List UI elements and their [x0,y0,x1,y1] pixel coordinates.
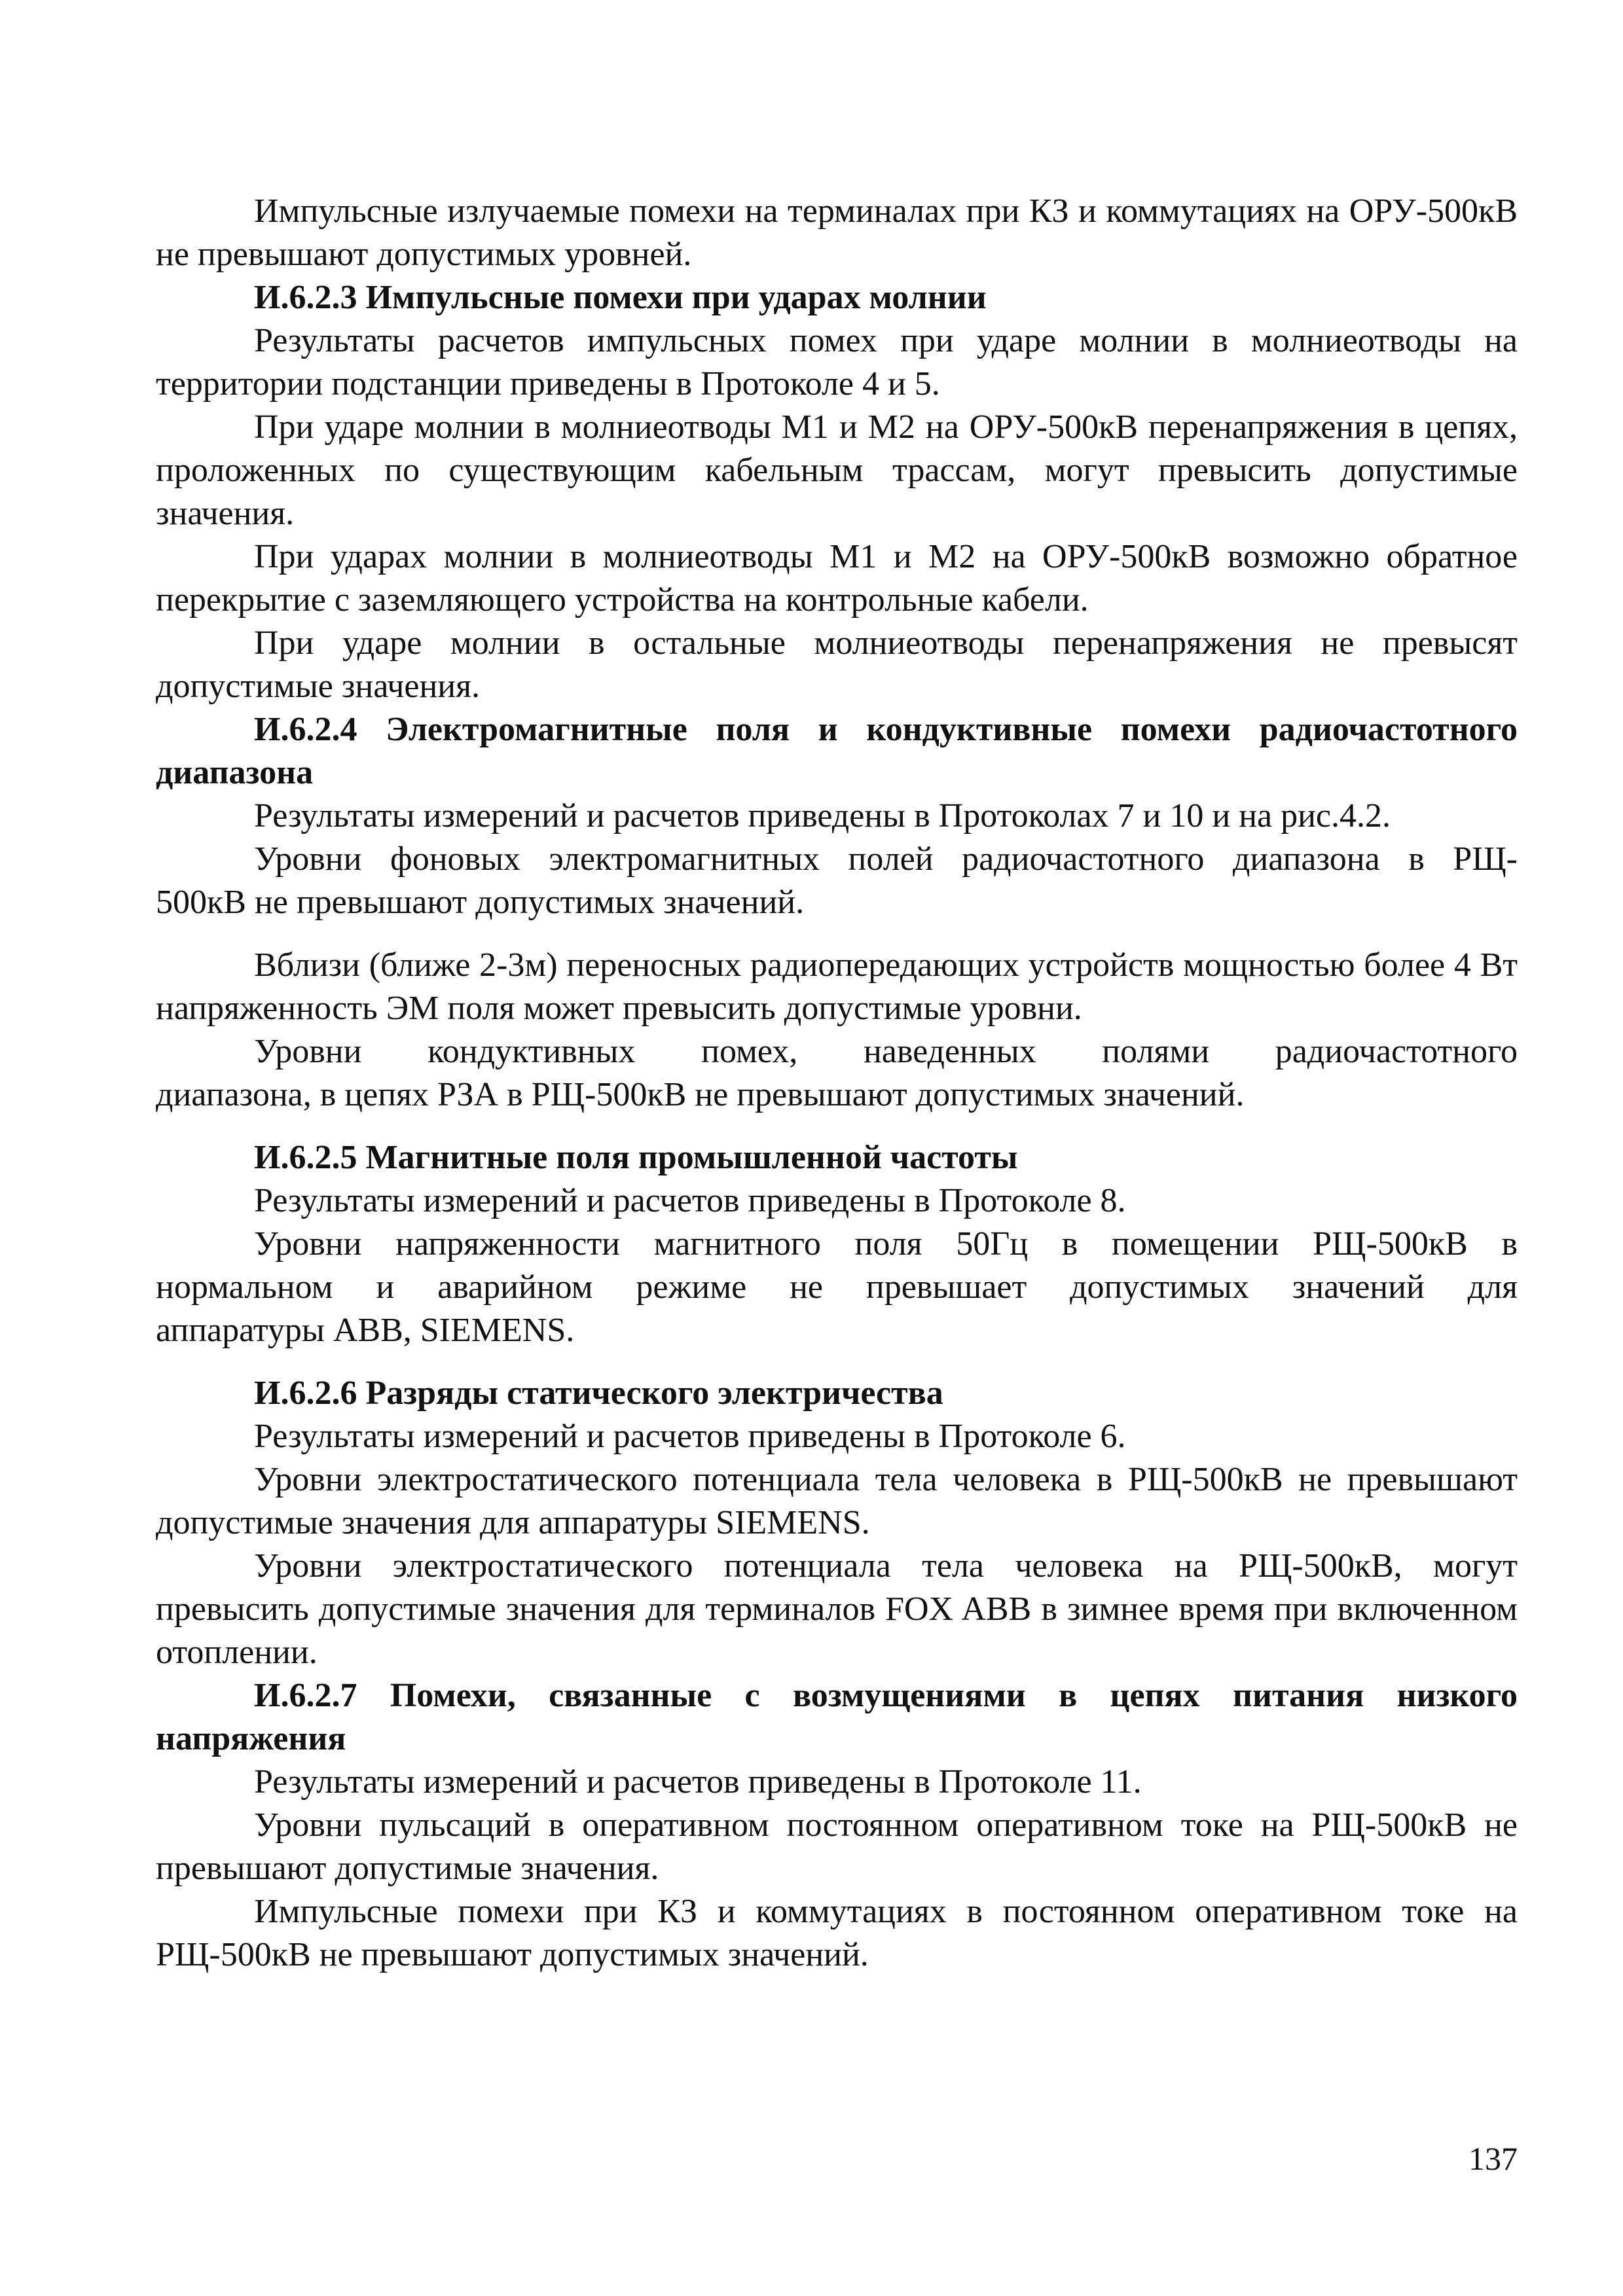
section-heading-6-2-7: И.6.2.7 Помехи, связанные с возмущениями в цепях питания низкого напряжения [156,1677,1518,1757]
paragraph: Результаты измерений и расчетов приведены в Протоколе 6. [254,1418,1126,1455]
paragraph: Уровни фоновых электромагнитных полей радиочастотного диапазона в РЩ- [254,840,1518,878]
paragraph: Уровни электростатического потенциала тела человека на РЩ-500кВ, могут превысить допустимые значения для терминалов FOX ABB в зимнее время при включенном отоплении. [156,1547,1518,1671]
section-heading-6-2-5: И.6.2.5 Магнитные поля промышленной частоты [254,1139,1018,1176]
paragraph: Импульсные излучаемые помехи на терминалах при КЗ и коммутациях на ОРУ-500кВ не превышают допустимых уровней. [156,192,1518,273]
paragraph: Результаты расчетов импульсных помех при ударе молнии в молниеотводы на территории подстанции приведены в Протоколе 4 и 5. [156,322,1518,403]
paragraph-continuation: аппаратуры ABB, SIEMENS. [156,1312,575,1349]
section-heading-6-2-6: И.6.2.6 Разряды статического электричества [254,1374,943,1412]
paragraph: Результаты измерений и расчетов приведены в Протоколах 7 и 10 и на рис.4.2. [254,797,1391,834]
paragraph-continuation: диапазона, в цепях РЗА в РЩ-500кВ не превышают допустимых значений. [156,1076,1245,1113]
paragraph-continuation: 500кВ не превышают допустимых значений. [156,884,805,921]
paragraph: При ударе молнии в молниеотводы М1 и М2 на ОРУ-500кВ перенапряжения в цепях, проложенных по существующим кабельным трассам, могут превысить допустимые значения. [156,408,1518,532]
paragraph: Результаты измерений и расчетов приведены в Протоколе 11. [254,1763,1142,1801]
section-heading-6-2-3: И.6.2.3 Импульсные помехи при ударах молнии [254,279,987,316]
paragraph: Уровни электростатического потенциала тела человека в РЩ-500кВ не превышают допустимые значения для аппаратуры SIEMENS. [156,1461,1518,1541]
paragraph: Результаты измерений и расчетов приведены в Протоколе 8. [254,1182,1126,1219]
paragraph: При ударе молнии в остальные молниеотводы перенапряжения не превысят допустимые значения. [156,624,1518,705]
section-heading-6-2-4: И.6.2.4 Электромагнитные поля и кондуктивные помехи радиочастотного диапазона [156,711,1518,791]
paragraph-continuation: нормальном и аварийном режиме не превышает допустимых значений для [156,1268,1518,1306]
paragraph: Уровни кондуктивных помех, наведенных полями радиочастотного [254,1033,1518,1070]
paragraph: Уровни напряженности магнитного поля 50Гц в помещении РЩ-500кВ в [254,1225,1518,1263]
paragraph: Уровни пульсаций в оперативном постоянном оперативном токе на РЩ-500кВ не превышают допустимые значения. [156,1806,1518,1887]
paragraph: Импульсные помехи при КЗ и коммутациях в постоянном оперативном токе на РЩ-500кВ не превышают допустимых значений. [156,1893,1518,1973]
paragraph: Вблизи (ближе 2-3м) переносных радиопередающих устройств мощностью более 4 Вт напряженность ЭМ поля может превысить допустимые уровни. [156,946,1518,1027]
paragraph: При ударах молнии в молниеотводы М1 и М2 на ОРУ-500кВ возможно обратное перекрытие с заземляющего устройства на контрольные кабели. [156,538,1518,619]
page-body [156,190,1518,1977]
page-number: 137 [1468,2140,1518,2177]
